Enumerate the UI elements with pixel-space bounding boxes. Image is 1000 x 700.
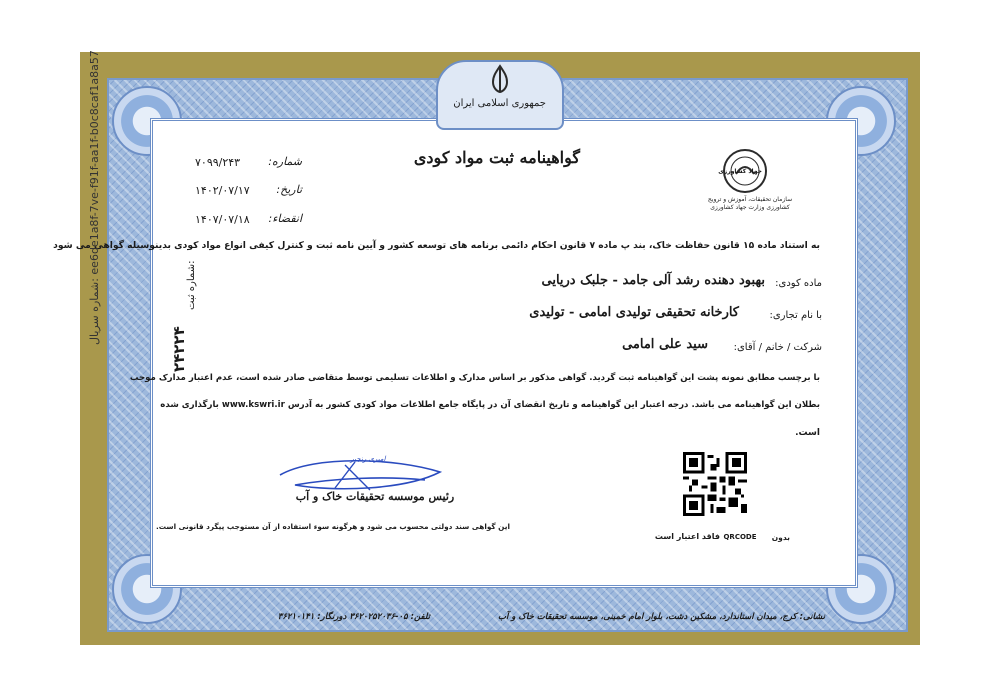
paragraph-line-2: بطلان این گواهینامه می باشد. درجه اعتبار این گواهینامه و تاریخ انقضای آن در پایگاه جامع اطلاعات مواد کودی کشور به آدرس www.kswri.ir بارگذاری شده (160, 400, 820, 410)
brand-value: کارخانه تحقیقی تولیدی امامی - تولیدی (529, 305, 739, 320)
expiry-value: ۱۴۰۷/۰۷/۱۸ (195, 213, 250, 226)
serial-number-vertical: شماره سریال: ee6de1a8f-7ve-f91f-aa1f-b0c8caf1a8a57 (88, 50, 101, 345)
expiry-label: انقضاء: (268, 212, 302, 225)
signer-title: رئیس موسسه تحقیقات خاک و آب (295, 490, 455, 503)
brand-label: با نام تجاری: (769, 310, 822, 321)
qr-note-code: QRCODE (723, 533, 757, 541)
ministry-line-2: کشاورزی وزارت جهاد کشاورزی (710, 204, 790, 211)
number-value: ۷۰۹۹/۲۴۳ (195, 156, 241, 169)
company-value: سید علی امامی (622, 337, 708, 352)
qr-note-suffix: فاقد اعتبار است (654, 532, 720, 541)
intro-text: به استناد ماده ۱۵ قانون حفاظت خاک، بند پ ماده ۷ قانون احکام دائمی برنامه های توسعه کشور و آیین نامه ثبت و کنترل کیفی انواع مواد کودی بدینوسیله گواهی می شود (53, 240, 820, 251)
certificate-title: گواهینامه ثبت مواد کودی (413, 148, 580, 167)
fertilizer-value: بهبود دهنده رشد آلی جامد - جلبک دریایی (541, 273, 765, 288)
footer-phone: تلفن: ۰۵-۳۶۲۰۲۵۲۰۳۶ دورنگار: ۳۶۲۱۰۱۴۱ (277, 612, 430, 622)
qr-code-icon (683, 452, 747, 516)
legal-warning: این گواهی سند دولتی محسوب می شود و هرگونه سوء استفاده از آن مستوجب پیگرد قانونی است. (155, 522, 510, 531)
paragraph-line-3: است. (795, 428, 820, 438)
iran-emblem-icon (487, 64, 513, 94)
fertilizer-label: ماده کودی: (775, 278, 822, 289)
registration-number-label: شماره ثبت: (186, 260, 197, 310)
logo-text: جهاد کشاورزی (718, 168, 762, 175)
date-label: تاریخ: (276, 183, 302, 196)
company-label: شرکت / خانم / آقای: (733, 342, 822, 353)
date-value: ۱۴۰۲/۰۷/۱۷ (195, 184, 250, 197)
republic-label: جمهوری اسلامی ایران (453, 98, 546, 109)
number-label: شماره: (268, 155, 302, 168)
registration-number-value: ۲۴۲۲۴ (170, 326, 188, 372)
signature-name: امیری رنجبر (350, 455, 386, 463)
qr-note-prefix: بدون (771, 533, 790, 542)
ministry-line-1: سازمان تحقیقات، آموزش و ترویج (707, 196, 793, 203)
paragraph-line-1: با برچسب مطابق نمونه پشت این گواهینامه ثبت گردید. گواهی مذکور بر اساس مدارک و اطلاعات تسلیمی توسط متقاضی صادر شده است، عدم اعتبار مدارک موجب (129, 373, 820, 383)
footer-address: نشانی: کرج، میدان استاندارد، مشکین دشت، بلوار امام خمینی، موسسه تحقیقات خاک و آب (498, 612, 825, 622)
